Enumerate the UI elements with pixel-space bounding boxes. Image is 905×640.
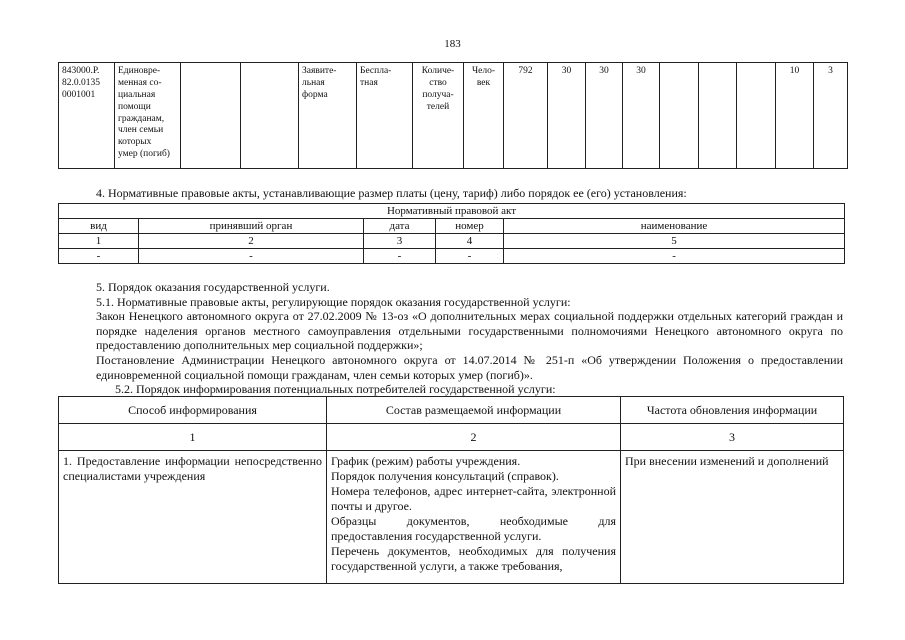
unit-name: Чело- век — [464, 63, 504, 169]
section-5-1-title: 5.1. Нормативные правовые акты, регулирующие порядок оказания государственной услуги: — [96, 295, 571, 309]
table-row — [59, 249, 845, 264]
col-number: 1 — [59, 424, 327, 451]
allowed-deviation: 10 — [776, 63, 814, 169]
value-year-1: 30 — [548, 63, 586, 169]
empty-cell — [660, 63, 699, 169]
cell-value: - — [364, 249, 436, 264]
col-header: вид — [59, 219, 139, 234]
deviation-value: 3 — [814, 63, 848, 169]
table-number-row — [59, 424, 844, 451]
update-frequency: При внесении изменений и дополнений — [621, 451, 844, 584]
col-number: 5 — [504, 234, 845, 249]
col-number: 1 — [59, 234, 139, 249]
col-number: 2 — [327, 424, 621, 451]
page-number: 183 — [444, 38, 461, 50]
col-header: принявший орган — [139, 219, 364, 234]
col-number: 3 — [621, 424, 844, 451]
indicator-name: Количе- ство получа- телей — [413, 63, 464, 169]
col-number: 2 — [139, 234, 364, 249]
empty-cell — [241, 63, 299, 169]
section-5-2-title: 5.2. Порядок информирования потенциальных потребителей государственной услуги: — [115, 382, 556, 396]
registry-code: 843000.Р. 82.0.0135 0001001 — [59, 63, 115, 169]
content-item: Перечень документов, необходимых для получения государственной услуги, а также требования, — [331, 544, 616, 573]
col-number: 3 — [364, 234, 436, 249]
law-paragraph — [58, 309, 843, 353]
informing-table — [58, 396, 844, 584]
table-caption: Нормативный правовой акт — [59, 204, 845, 219]
decree-paragraph — [58, 353, 843, 382]
col-header: Состав размещаемой информации — [327, 397, 621, 424]
tariff-acts-table — [58, 203, 845, 264]
law-text: Закон Ненецкого автономного округа от 27.02.2009 № 13-оз «О дополнительных мерах социальной поддержки отдельных категорий граждан и порядке наделения органов местного самоуправления отдельными государственными полномочиями Ненецкого автономного округа по предоставлению дополнительных мер социальной поддержки»; — [96, 309, 843, 352]
content-item: Образцы документов, необходимые для предоставления государственной услуги. — [331, 514, 616, 543]
cell-value: - — [59, 249, 139, 264]
service-indicators-table — [58, 62, 848, 169]
value-year-2: 30 — [586, 63, 623, 169]
cell-value: - — [436, 249, 504, 264]
table-row — [59, 63, 848, 169]
table-caption-row — [59, 204, 845, 219]
col-number: 4 — [436, 234, 504, 249]
content-item: Порядок получения консультаций (справок). — [331, 469, 559, 483]
col-header: Частота обновления информации — [621, 397, 844, 424]
okei-code: 792 — [504, 63, 548, 169]
informing-method: 1. Предоставление информации непосредственно специалистами учреждения — [59, 451, 327, 584]
table-row — [59, 234, 845, 249]
col-header: Способ информирования — [59, 397, 327, 424]
empty-cell — [181, 63, 241, 169]
service-form: Заявите- льная форма — [299, 63, 357, 169]
content-item: Номера телефонов, адрес интернет-сайта, электронной почты и другое. — [331, 484, 616, 513]
empty-cell — [737, 63, 776, 169]
cell-value: - — [139, 249, 364, 264]
table-header-row — [59, 397, 844, 424]
value-year-3: 30 — [623, 63, 660, 169]
empty-cell — [699, 63, 737, 169]
section-5-title: 5. Порядок оказания государственной услуги. — [96, 280, 330, 294]
cell-value: - — [504, 249, 845, 264]
table-row — [59, 451, 844, 584]
informing-content — [327, 451, 621, 584]
payment-type: Беспла- тная — [357, 63, 413, 169]
content-item: График (режим) работы учреждения. — [331, 454, 521, 468]
table-header-row — [59, 219, 845, 234]
section-4-title: 4. Нормативные правовые акты, устанавливающие размер платы (цену, тариф) либо порядок ее (его) установления: — [96, 186, 687, 200]
col-header: наименование — [504, 219, 845, 234]
decree-text: Постановление Администрации Ненецкого автономного округа от 14.07.2014 № 251-п «Об утверждении Положения о предоставлении единовременной социальной помощи гражданам, член семьи которых умер (погиб)». — [96, 353, 843, 382]
col-header: номер — [436, 219, 504, 234]
col-header: дата — [364, 219, 436, 234]
service-name: Единовре- менная со- циальная помощи гражданам, член семьи которых умер (погиб) — [115, 63, 181, 169]
